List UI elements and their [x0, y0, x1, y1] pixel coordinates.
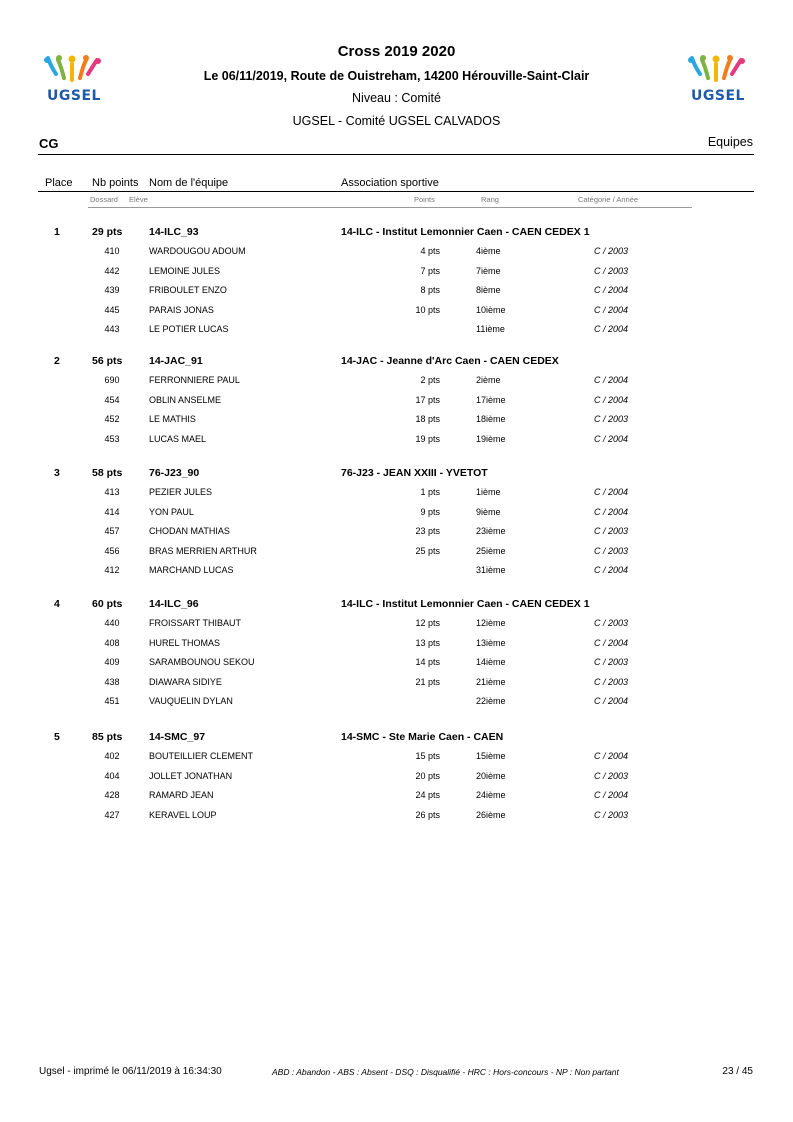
athlete-row: [0, 810, 793, 830]
event-title: Cross 2019 2020: [337, 43, 456, 60]
footer-page-number: 23 / 45: [722, 1066, 753, 1077]
athlete-dossard: 457: [104, 526, 120, 536]
athlete-name: PEZIER JULES: [149, 487, 213, 497]
team-row: [0, 467, 793, 487]
athlete-category: C / 2004: [594, 433, 629, 444]
athlete-name: FRIBOULET ENZO: [149, 285, 227, 295]
footer-legend: ABD : Abandon - ABS : Absent - DSQ : Disqualifié - HRC : Hors-concours - NP : Non partant: [272, 1067, 619, 1077]
athlete-category: C / 2003: [594, 770, 629, 781]
athlete-category: C / 2003: [594, 414, 629, 424]
athlete-dossard: 439: [104, 285, 120, 295]
athlete-row: [0, 324, 793, 344]
team-name: 76-J23_90: [149, 467, 200, 479]
athlete-rank: 26ième: [476, 809, 506, 820]
team-row: [0, 355, 793, 375]
athlete-dossard: 410: [104, 246, 120, 256]
athlete-row: [0, 638, 793, 658]
subcol-rang: Rang: [481, 195, 499, 204]
team-place: 5: [54, 731, 60, 743]
athlete-points: 23 pts: [415, 526, 440, 536]
athlete-category: C / 2004: [594, 487, 629, 497]
athlete-row: [0, 285, 793, 305]
ugsel-logo-text: UGSEL: [691, 88, 745, 104]
athlete-dossard: 412: [104, 565, 120, 575]
athlete-points: 9 pts: [420, 506, 440, 517]
subcolumns-divider: [88, 207, 692, 208]
athlete-row: [0, 618, 793, 638]
columns-divider: [38, 191, 754, 192]
athlete-name: YON PAUL: [149, 506, 194, 517]
athlete-rank: 2ième: [476, 375, 501, 385]
athlete-row: [0, 677, 793, 697]
team-place: 2: [54, 355, 60, 367]
athlete-category: C / 2003: [594, 545, 629, 556]
athlete-rank: 24ième: [476, 790, 506, 800]
athlete-rank: 14ième: [476, 657, 506, 667]
team-row: [0, 598, 793, 618]
athlete-category: C / 2004: [594, 637, 629, 648]
athlete-category: C / 2004: [594, 565, 629, 575]
athlete-points: 1 pts: [420, 487, 440, 497]
athlete-dossard: 443: [104, 324, 120, 334]
athlete-dossard: 438: [104, 676, 120, 687]
athlete-name: DIAWARA SIDIYE: [149, 676, 222, 687]
athlete-row: [0, 434, 793, 454]
team-place: 4: [54, 598, 60, 610]
team-row: [0, 731, 793, 751]
header-divider: [38, 154, 754, 155]
team-points: 58 pts: [92, 467, 123, 479]
athlete-dossard: 452: [104, 414, 120, 424]
athlete-rank: 7ième: [476, 265, 501, 276]
team-association: 14-JAC - Jeanne d'Arc Caen - CAEN CEDEX: [341, 355, 559, 367]
team-block: [0, 731, 793, 829]
athlete-category: C / 2003: [594, 618, 629, 628]
athlete-name: FROISSART THIBAUT: [149, 618, 242, 628]
team-association: 14-ILC - Institut Lemonnier Caen - CAEN CEDEX 1: [341, 226, 590, 238]
athlete-dossard: 456: [104, 545, 120, 556]
event-level: Niveau : Comité: [352, 91, 441, 105]
athlete-dossard: 414: [104, 506, 120, 517]
athlete-category: C / 2004: [594, 696, 629, 706]
athlete-rank: 1ième: [476, 487, 501, 497]
team-block: [0, 467, 793, 585]
athlete-row: [0, 375, 793, 395]
section-label: Equipes: [707, 135, 753, 149]
athlete-category: C / 2003: [594, 657, 629, 667]
team-points: 85 pts: [92, 731, 123, 743]
athlete-dossard: 453: [104, 433, 120, 444]
athlete-points: 21 pts: [415, 676, 440, 687]
athlete-name: JOLLET JONATHAN: [149, 770, 233, 781]
team-association: 14-ILC - Institut Lemonnier Caen - CAEN CEDEX 1: [341, 598, 590, 610]
athlete-points: 17 pts: [415, 394, 440, 405]
team-points: 56 pts: [92, 355, 123, 367]
athlete-rank: 17ième: [476, 394, 506, 405]
athlete-points: 14 pts: [415, 657, 440, 667]
athlete-points: 19 pts: [415, 433, 440, 444]
team-name: 14-SMC_97: [149, 731, 206, 743]
athlete-rank: 10ième: [476, 304, 506, 315]
team-name: 14-ILC_96: [149, 598, 199, 610]
team-place: 1: [54, 226, 60, 238]
athlete-rank: 31ième: [476, 565, 506, 575]
athlete-dossard: 442: [104, 265, 120, 276]
athlete-row: [0, 565, 793, 585]
athlete-name: LEMOINE JULES: [149, 265, 221, 276]
athlete-row: [0, 546, 793, 566]
athlete-name: OBLIN ANSELME: [149, 394, 222, 405]
athlete-points: 24 pts: [415, 790, 440, 800]
athlete-rank: 8ième: [476, 285, 501, 295]
athlete-points: 15 pts: [415, 751, 440, 761]
athlete-rank: 12ième: [476, 618, 506, 628]
athlete-row: [0, 507, 793, 527]
athlete-dossard: 413: [104, 487, 120, 497]
athlete-category: C / 2004: [594, 304, 629, 315]
athlete-category: C / 2004: [594, 751, 629, 761]
col-points: Nb points: [92, 177, 139, 189]
team-block: [0, 598, 793, 716]
athlete-name: BRAS MERRIEN ARTHUR: [149, 545, 257, 556]
athlete-category: C / 2003: [594, 676, 629, 687]
athlete-rank: 18ième: [476, 414, 506, 424]
athlete-row: [0, 771, 793, 791]
athlete-dossard: 440: [104, 618, 120, 628]
team-place: 3: [54, 467, 60, 479]
athlete-name: KERAVEL LOUP: [149, 809, 217, 820]
athlete-points: 26 pts: [415, 809, 440, 820]
athlete-name: VAUQUELIN DYLAN: [149, 696, 233, 706]
subcol-dossard: Dossard: [90, 195, 118, 204]
athlete-rank: 22ième: [476, 696, 506, 706]
athlete-dossard: 445: [104, 304, 120, 315]
team-points: 29 pts: [92, 226, 123, 238]
athlete-name: MARCHAND LUCAS: [149, 565, 234, 575]
athlete-points: 20 pts: [415, 770, 440, 781]
team-points: 60 pts: [92, 598, 123, 610]
event-date-location: Le 06/11/2019, Route de Ouistreham, 14200 Hérouville-Saint-Clair: [203, 69, 590, 83]
athlete-points: 4 pts: [420, 246, 440, 256]
subcol-eleve: Elève: [129, 195, 148, 204]
athlete-points: 12 pts: [415, 618, 440, 628]
athlete-rank: 15ième: [476, 751, 506, 761]
col-association: Association sportive: [341, 177, 439, 189]
athlete-category: C / 2004: [594, 394, 629, 405]
athlete-rank: 11ième: [476, 324, 505, 334]
athlete-points: 10 pts: [415, 304, 440, 315]
athlete-name: FERRONNIERE PAUL: [149, 375, 240, 385]
athlete-row: [0, 790, 793, 810]
athlete-row: [0, 395, 793, 415]
athlete-category: C / 2003: [594, 526, 629, 536]
athlete-dossard: 409: [104, 657, 120, 667]
athlete-name: LE MATHIS: [149, 414, 196, 424]
athlete-row: [0, 305, 793, 325]
athlete-points: 7 pts: [420, 265, 440, 276]
athlete-name: SARAMBOUNOU SEKOU: [149, 657, 255, 667]
athlete-row: [0, 266, 793, 286]
athlete-category: C / 2004: [594, 375, 629, 385]
athlete-rank: 4ième: [476, 246, 501, 256]
athlete-dossard: 402: [104, 751, 120, 761]
athlete-category: C / 2004: [594, 790, 629, 800]
athlete-rank: 19ième: [476, 433, 506, 444]
team-association: 14-SMC - Ste Marie Caen - CAEN: [341, 731, 504, 743]
team-block: [0, 355, 793, 453]
athlete-points: 8 pts: [420, 285, 440, 295]
athlete-dossard: 404: [104, 770, 120, 781]
athlete-rank: 21ième: [476, 676, 506, 687]
athlete-row: [0, 246, 793, 266]
athlete-dossard: 428: [104, 790, 120, 800]
athlete-name: WARDOUGOU ADOUM: [149, 246, 246, 256]
col-team: Nom de l'équipe: [149, 177, 229, 189]
event-organisation: UGSEL - Comité UGSEL CALVADOS: [292, 114, 501, 128]
footer-printed: Ugsel - imprimé le 06/11/2019 à 16:34:30: [39, 1066, 222, 1077]
athlete-rank: 23ième: [476, 526, 506, 536]
athlete-rank: 20ième: [476, 770, 506, 781]
team-row: [0, 226, 793, 246]
athlete-row: [0, 696, 793, 716]
team-block: [0, 226, 793, 344]
athlete-row: [0, 487, 793, 507]
athlete-points: 13 pts: [415, 637, 440, 648]
athlete-dossard: 427: [104, 809, 120, 820]
athlete-name: LUCAS MAEL: [149, 433, 207, 444]
subcol-categorie: Catégorie / Année: [578, 195, 639, 204]
athlete-name: LE POTIER LUCAS: [149, 324, 229, 334]
athlete-row: [0, 414, 793, 434]
athlete-name: RAMARD JEAN: [149, 790, 214, 800]
team-name: 14-JAC_91: [149, 355, 203, 367]
team-name: 14-ILC_93: [149, 226, 199, 238]
athlete-points: 25 pts: [415, 545, 440, 556]
athlete-row: [0, 751, 793, 771]
athlete-dossard: 408: [104, 637, 120, 648]
athlete-points: 18 pts: [415, 414, 440, 424]
athlete-row: [0, 526, 793, 546]
athlete-rank: 13ième: [476, 637, 506, 648]
athlete-category: C / 2003: [594, 809, 629, 820]
athlete-category: C / 2003: [594, 265, 629, 276]
athlete-category: C / 2004: [594, 324, 629, 334]
athlete-category: C / 2003: [594, 246, 629, 256]
athlete-category: C / 2004: [594, 506, 629, 517]
athlete-name: PARAIS JONAS: [149, 304, 214, 315]
athlete-name: BOUTEILLIER CLEMENT: [149, 751, 254, 761]
athlete-rank: 25ième: [476, 545, 506, 556]
athlete-points: 2 pts: [420, 375, 440, 385]
athlete-name: CHODAN MATHIAS: [149, 526, 230, 536]
athlete-name: HUREL THOMAS: [149, 637, 221, 648]
team-association: 76-J23 - JEAN XXIII - YVETOT: [341, 467, 488, 479]
athlete-dossard: 454: [104, 394, 120, 405]
col-place: Place: [45, 177, 73, 189]
subcol-points: Points: [414, 195, 435, 204]
athlete-dossard: 690: [104, 375, 120, 385]
category-code: CG: [39, 136, 59, 151]
athlete-category: C / 2004: [594, 285, 629, 295]
athlete-dossard: 451: [104, 696, 120, 706]
athlete-rank: 9ième: [476, 506, 501, 517]
athlete-row: [0, 657, 793, 677]
ugsel-logo-text: UGSEL: [47, 88, 101, 104]
